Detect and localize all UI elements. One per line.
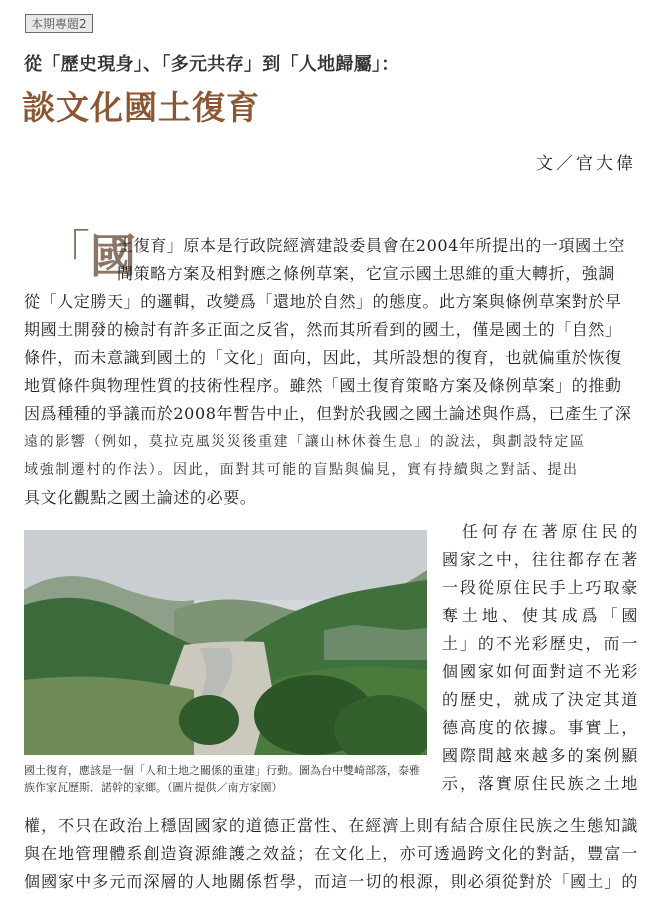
paragraph-line: 任何存在著原住民的 (442, 522, 638, 541)
paragraph-line: 示，落實原住民族之土地 (442, 774, 638, 793)
drop-cap (44, 225, 136, 284)
paragraph-line: 間策略方案及相對應之條例草案，它宣示國土思維的重大轉折，強調 (117, 264, 616, 283)
paragraph-line: 一段從原住民手上巧取豪 (442, 578, 638, 597)
paragraph-line: 奪土地、使其成爲「國 (442, 606, 638, 625)
paragraph-line: 國家之中，往往都存在著 (442, 550, 638, 569)
paragraph-line-note: 域強制遷村的作法）。因此，面對其可能的盲點與偏見，實有持續與之對話、提出 (24, 462, 579, 478)
article-title: 談文化國土復育 (22, 88, 260, 127)
paragraph-line: 從「人定勝天」的邏輯，改變爲「還地於自然」的態度。此方案與條例草案對於早 (24, 292, 622, 311)
paragraph-line: 土復育」原本是行政院經濟建設委員會在2004年所提出的一項國土空 (117, 236, 625, 255)
paragraph-line: 土」的不光彩歷史，而一 (442, 634, 638, 653)
photo-caption: 國土復育，應該是一個「人和土地之關係的重建」行動。圖為台中雙崎部落，泰雅族作家瓦歷斯．諾幹的家鄉。（圖片提供／南方家園） (24, 764, 420, 794)
paragraph-line: 地質條件與物理性質的技術性程序。雖然「國土復育策略方案及條例草案」的推動 (24, 376, 622, 395)
paragraph-line: 個國家如何面對這不光彩 (442, 662, 638, 681)
author-byline: 文／官大偉 (536, 154, 636, 174)
drop-cap-character: 國 (90, 229, 136, 283)
paragraph-line: 因爲種種的爭議而於2008年暫告中止，但對於我國之國土論述與作爲，已產生了深 (24, 404, 632, 423)
paragraph-line: 德高度的依據。事實上， (442, 718, 638, 737)
paragraph-2-column (442, 518, 638, 798)
paragraph-line: 條件，而未意識到國土的「文化」面向，因此，其所設想的復育，也就偏重於恢復 (24, 348, 622, 367)
paragraph-line: 的歷史，就成了決定其道 (442, 690, 638, 709)
paragraph-1 (24, 288, 638, 512)
drop-cap-bracket: 「 (44, 225, 90, 279)
paragraph-line: 個國家中多元而深層的人地關係哲學，而這一切的根源，則必須從對於「國土」的 (24, 872, 638, 891)
section-tag: 本期專題2 (25, 14, 93, 33)
paragraph-line: 具文化觀點之國土論述的必要。 (24, 488, 257, 507)
landscape-photo (24, 530, 427, 755)
article-subtitle: 從「歷史現身」、「多元共存」到「人地歸屬」： (24, 54, 400, 75)
mountain-valley-illustration (24, 530, 427, 755)
paragraph-line-note: 遠的影響（例如，莫拉克風災災後重建「讓山林休養生息」的說法，與劃設特定區 (24, 434, 586, 450)
paragraph-line: 權，不只在政治上穩固國家的道德正當性、在經濟上則有結合原住民族之生態知識 (24, 816, 638, 835)
paragraph-line: 國際間越來越多的案例顯 (442, 746, 638, 765)
paragraph-line: 與在地管理體系創造資源維護之效益；在文化上，亦可透過跨文化的對話，豐富一 (24, 844, 638, 863)
paragraph-line: 期國土開發的檢討有許多正面之反省，然而其所看到的國土，僅是國土的「自然」 (24, 320, 622, 339)
paragraph-2-continued (24, 812, 638, 896)
